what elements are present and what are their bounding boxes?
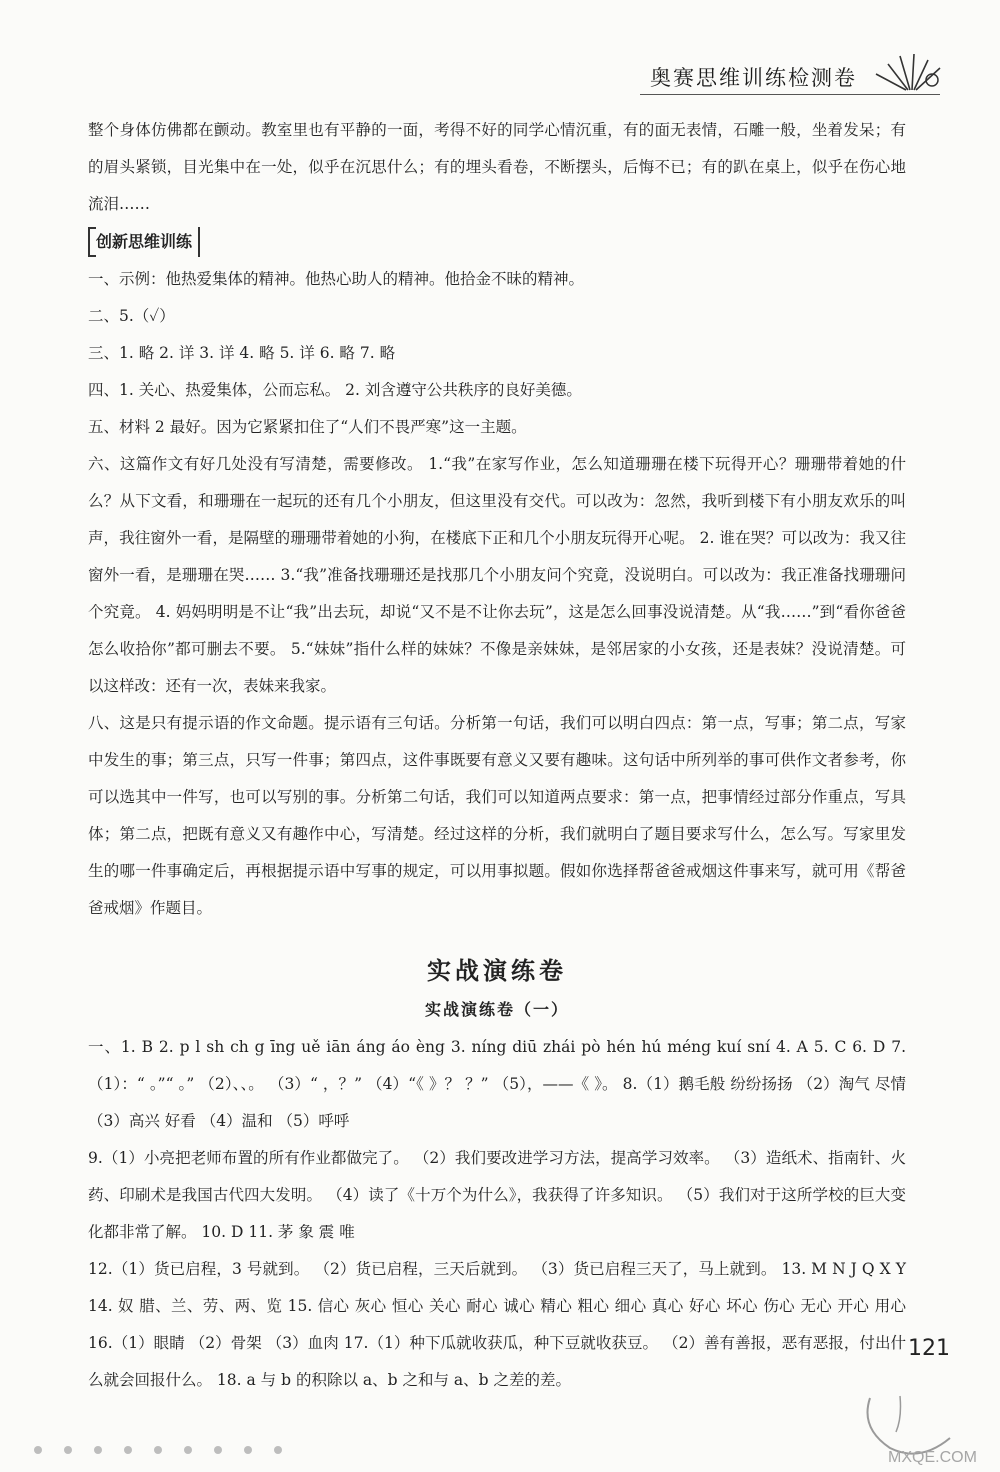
watermark-text: MXQE.COM — [888, 1449, 977, 1466]
header-rule — [640, 94, 940, 95]
innovation-section-title: 创新思维训练 — [88, 227, 200, 257]
header-title: 奥赛思维训练检测卷 — [650, 66, 857, 90]
page-header — [640, 58, 970, 98]
page-number: 121 — [908, 1336, 950, 1361]
practice-answer-block-1: 一、1. B 2. p l sh ch g īng uě iān áng áo èng 3. níng diū zhái pò hén hú méng kuí sní 4. A 5. C 6. D 7.（1）：“ 。”“ 。” （2）、、。 （3）“ ，？” （4）“《 》？ ？” （5），——《 》。 8.（1）鹅毛般 纷纷扬扬 （2）淘气 尽情 （3）高兴 好看 （4）温和 （5）呼呼 — [88, 1038, 906, 1130]
intro-paragraph: 整个身体仿佛都在颤动。教室里也有平静的一面，考得不好的同学心情沉重，有的面无表情，石雕一般，坐着发呆；有的眉头紧锁，目光集中在一处，似乎在沉思什么；有的埋头看卷，不断摆头，后悔不已；有的趴在桌上，似乎在伤心地流泪…… — [88, 121, 906, 213]
innovation-answer-5: 五、材料 2 最好。因为它紧紧扣住了“人们不畏严寒”这一主题。 — [88, 418, 527, 436]
innovation-answer-4: 四、1. 关心、热爱集体，公而忘私。 2. 刘含遵守公共秩序的良好美德。 — [88, 381, 582, 399]
grass-decoration-icon — [870, 50, 950, 94]
innovation-answer-3: 三、1. 略 2. 详 3. 详 4. 略 5. 详 6. 略 7. 略 — [88, 344, 396, 362]
watermark-logo — [830, 1388, 990, 1468]
practice-subtitle: 实战演练卷（一） — [424, 1000, 569, 1019]
footer-dots-decoration — [28, 1440, 288, 1460]
practice-section-title: 实战演练卷 — [427, 957, 567, 985]
practice-answer-block-2: 9.（1）小亮把老师布置的所有作业都做完了。 （2）我们要改进学习方法，提高学习效率。 （3）造纸术、指南针、火药、印刷术是我国古代四大发明。 （4）读了《十万个为什么》，我获得了许多知识。 （5）我们对于这所学校的巨大变化都非常了解。 10. D 11. 茅 象 震 唯 — [88, 1149, 906, 1241]
page-content — [88, 112, 906, 1399]
innovation-answer-2: 二、5.（✓） — [88, 307, 175, 325]
innovation-answer-1: 一、示例：他热爱集体的精神。他热心助人的精神。他拾金不昧的精神。 — [88, 270, 585, 288]
innovation-answer-6: 六、这篇作文有好几处没有写清楚，需要修改。 1.“我”在家写作业，怎么知道珊珊在楼下玩得开心？珊珊带着她的什么？从下文看，和珊珊在一起玩的还有几个小朋友，但这里没有交代。可以改为：忽然，我听到楼下有小朋友欢乐的叫声，我往窗外一看，是隔壁的珊珊带着她的小狗，在楼底下正和几个小朋友玩得开心呢。 2. 谁在哭？可以改为：我又往窗外一看，是珊珊在哭…… 3.“我”准备找珊珊还是找那几个小朋友问个究竟，没说明白。可以改为：我正准备找珊珊问个究竟。 4. 妈妈明明是不让“我”出去玩，却说“又不是不让你去玩”，这是怎么回事没说清楚。从“我……”到“看你爸爸怎么收拾你”都可删去不要。 5.“妹妹”指什么样的妹妹？不像是亲妹妹，是邻居家的小女孩，还是表妹？没说清楚。可以这样改：还有一次，表妹来我家。 — [88, 455, 906, 695]
practice-answer-block-3: 12.（1）货已启程，3 号就到。 （2）货已启程，三天后就到。 （3）货已启程三天了，马上就到。 13. M N J Q X Y 14. 奴 腊、兰、劳、两、览 15. 信心 灰心 恒心 关心 耐心 诚心 精心 粗心 细心 真心 好心 坏心 伤心 无心 开心 用心 16.（1）眼睛 （2）骨架 （3）血肉 17.（1）种下瓜就收获瓜，种下豆就收获豆。 （2）善有善报，恶有恶报，付出什么就会回报什么。 18. a 与 b 的积除以 a、b 之和与 a、b 之差的差。 — [88, 1260, 906, 1389]
innovation-answer-8: 八、这是只有提示语的作文命题。提示语有三句话。分析第一句话，我们可以明白四点：第一点，写事；第二点，写家中发生的事；第三点，只写一件事；第四点，这件事既要有意义又要有趣味。这句话中所列举的事可供作文者参考，你可以选其中一件写，也可以写别的事。分析第二句话，我们可以知道两点要求：第一点，把事情经过部分作重点，写具体；第二点，把既有意义又有趣作中心，写清楚。经过这样的分析，我们就明白了题目要求写什么，怎么写。写家里发生的哪一件事确定后，再根据提示语中写事的规定，可以用事拟题。假如你选择帮爸爸戒烟这件事来写，就可用《帮爸爸戒烟》作题目。 — [88, 714, 906, 917]
